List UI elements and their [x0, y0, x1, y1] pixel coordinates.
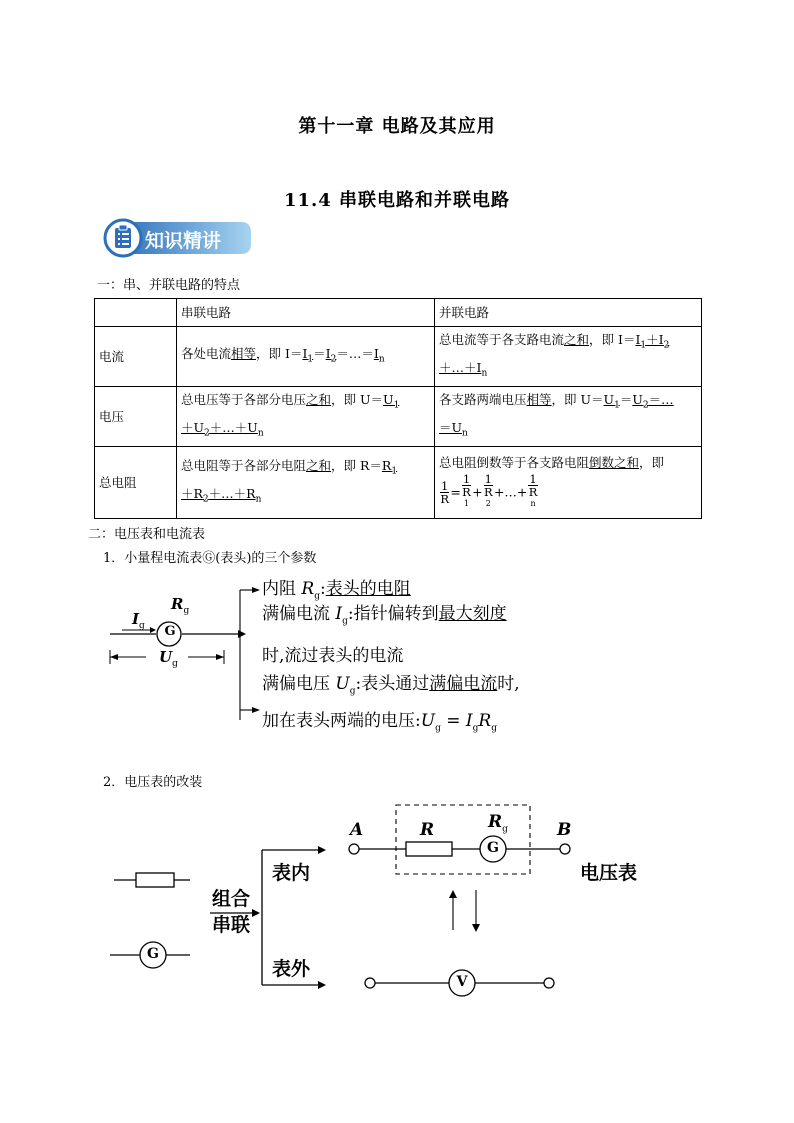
terminal-a-label: A — [350, 820, 364, 840]
part2-heading: 二：电压表和电流表 — [88, 527, 206, 542]
text: 2 — [663, 340, 670, 351]
text: :表头通过 — [355, 674, 430, 694]
text: R — [483, 484, 493, 499]
text: 串联 — [212, 914, 251, 936]
fraction-1-over-R1 — [462, 473, 471, 513]
fraction-1-over-R2 — [484, 473, 493, 513]
text: I — [302, 345, 308, 361]
text: U — [335, 674, 350, 694]
text: 总电阻倒数等于各支路电阻 — [439, 454, 590, 470]
text: 2 — [202, 494, 209, 504]
text: +…+ — [493, 484, 528, 499]
text: 1 — [393, 400, 400, 411]
text: I — [373, 345, 379, 361]
text: 加在表头两端的电压: — [262, 711, 421, 731]
text: n — [481, 368, 488, 378]
text: I — [635, 332, 641, 347]
text: 之和 — [564, 332, 590, 347]
r-label: R — [420, 820, 435, 840]
fraction-1-over-Rn — [528, 473, 537, 513]
chapter-title: 第十一章 电路及其应用 — [298, 116, 496, 137]
text: R — [462, 484, 471, 499]
text: R — [381, 458, 392, 473]
text: R — [488, 812, 503, 832]
text: g — [172, 659, 178, 669]
text: ＋R — [181, 485, 203, 501]
text: 倒数之和 — [589, 454, 640, 470]
series-resistance-cell — [177, 447, 435, 519]
text: 1 — [529, 471, 537, 486]
left-g-label: G — [147, 946, 159, 962]
text: 相等 — [231, 345, 257, 361]
text: R — [171, 595, 184, 613]
text: ＝… — [648, 392, 674, 407]
text: ＝U — [439, 419, 463, 435]
text: 各处电流 — [181, 345, 232, 361]
text: g — [342, 616, 348, 627]
text: 1 — [484, 471, 492, 486]
text: 2 — [330, 354, 337, 365]
text: n — [530, 498, 536, 508]
knowledge-badge — [103, 218, 253, 258]
table-row-current — [95, 327, 702, 387]
row-label: 总电阻 — [95, 447, 177, 519]
text: 1 — [441, 479, 449, 493]
text: ＝ — [313, 345, 326, 361]
inner-label: 表内 — [272, 862, 311, 884]
series-current-cell — [177, 327, 435, 387]
text: 1 — [462, 471, 471, 486]
parallel-current-cell — [435, 327, 702, 387]
table-header-row — [95, 299, 702, 327]
table-header-cell — [95, 299, 177, 327]
text: 满偏电压 — [262, 674, 336, 694]
text: U — [632, 392, 643, 407]
text: U — [420, 711, 436, 731]
text: g — [314, 591, 320, 602]
row-label: 电流 — [95, 327, 177, 387]
text: 总电阻等于各部分电阻 — [181, 458, 307, 473]
text: ＝ — [619, 392, 633, 407]
fraction-1-over-R — [440, 480, 449, 505]
text: ＝…＝ — [336, 345, 374, 361]
text: ，即 U＝ — [551, 392, 604, 407]
parallel-resistance-cell — [435, 447, 702, 519]
clipboard-icon — [115, 225, 131, 248]
text: I — [335, 604, 343, 624]
text: = — [450, 484, 461, 499]
param-line-3: 时,流过表头的电流 — [262, 646, 404, 666]
text: n — [257, 428, 264, 438]
text: 表头的电阻 — [325, 579, 411, 599]
text: ，即 R＝ — [331, 458, 382, 473]
series-parallel-table — [94, 298, 702, 519]
text: 1 — [307, 354, 314, 365]
section-title: 11.4 串联电路和并联电路 — [283, 190, 511, 211]
text: 各支路两端电压 — [439, 392, 527, 407]
g-label-2: G — [487, 840, 499, 856]
text: 1 — [614, 400, 620, 411]
text: ，即 U＝ — [331, 392, 384, 407]
series-voltage-cell — [177, 387, 435, 447]
text: ＋…＋R — [208, 485, 256, 501]
text: U — [603, 392, 615, 407]
parallel-voltage-cell — [435, 387, 702, 447]
terminal-b-label: B — [557, 820, 572, 840]
param-line-2 — [262, 603, 507, 632]
text: g — [183, 606, 190, 616]
text: = — [440, 711, 466, 731]
badge-label: 知识精讲 — [145, 230, 222, 252]
param-line-5 — [262, 710, 497, 739]
text: 总电压等于各部分电压 — [181, 392, 307, 407]
item2-heading: 2．电压表的改装 — [103, 775, 203, 790]
text: g — [139, 621, 145, 631]
text: g — [435, 723, 441, 734]
text: I — [325, 345, 331, 361]
text: ＋ — [646, 332, 659, 347]
rg-label — [171, 595, 189, 616]
text: + — [472, 484, 483, 499]
text: 组合 — [212, 888, 251, 910]
text: : — [319, 579, 326, 599]
text: I — [465, 711, 473, 731]
voltmeter-diagram — [100, 800, 700, 1005]
ug-label — [159, 648, 178, 669]
outer-label: 表外 — [272, 958, 311, 980]
text: U — [159, 648, 173, 666]
combine-series-label — [212, 886, 250, 938]
text: I — [132, 610, 140, 628]
text: 最大刻度 — [438, 604, 507, 624]
text: ＋…＋U — [209, 419, 258, 435]
text: :指针偏转到 — [347, 604, 439, 624]
text: g — [502, 824, 508, 835]
text: R — [528, 484, 538, 499]
text: 1 — [391, 466, 398, 477]
table-row-resistance — [95, 447, 702, 519]
text: 满偏电流 — [262, 604, 336, 624]
text: R — [301, 579, 315, 599]
part1-heading: 一：串、并联电路的特点 — [97, 278, 241, 293]
text: 时, — [497, 674, 520, 694]
text: ，即 I＝ — [589, 332, 636, 347]
text: g — [491, 723, 497, 734]
text: ，即 — [639, 454, 665, 470]
table-row-voltage — [95, 387, 702, 447]
text: ，即 I＝ — [256, 345, 303, 361]
text: ＋U — [181, 419, 205, 435]
text: 内阻 — [262, 579, 302, 599]
param-line-4 — [262, 673, 520, 702]
text: R — [478, 711, 492, 731]
ig-label — [132, 610, 145, 631]
voltmeter-label: 电压表 — [580, 862, 638, 884]
text: 2 — [204, 428, 210, 438]
row-label: 电压 — [95, 387, 177, 447]
text: 之和 — [306, 458, 332, 473]
text: 2 — [642, 400, 649, 411]
g-label: G — [164, 624, 176, 639]
v-label: V — [456, 974, 468, 990]
text: 满偏电流 — [429, 674, 498, 694]
text: g — [472, 723, 479, 734]
text: ＋…＋I — [439, 359, 482, 375]
text: 2 — [485, 498, 491, 508]
text: 之和 — [306, 392, 332, 407]
text: n — [462, 428, 468, 438]
text: I — [658, 332, 664, 347]
table-header-cell: 并联电路 — [435, 299, 702, 327]
text: 总电流等于各支路电流 — [439, 332, 565, 347]
text: U — [383, 392, 394, 407]
text: n — [378, 354, 385, 365]
table-header-cell: 串联电路 — [177, 299, 435, 327]
text: n — [255, 494, 262, 504]
rg-label-2 — [488, 812, 508, 834]
text: R — [440, 492, 449, 506]
item1-heading: 1．小量程电流表Ⓖ(表头)的三个参数 — [103, 551, 317, 566]
text: 1 — [640, 340, 647, 351]
text: 相等 — [526, 392, 552, 407]
text: g — [349, 686, 356, 697]
text: 1 — [463, 498, 470, 508]
